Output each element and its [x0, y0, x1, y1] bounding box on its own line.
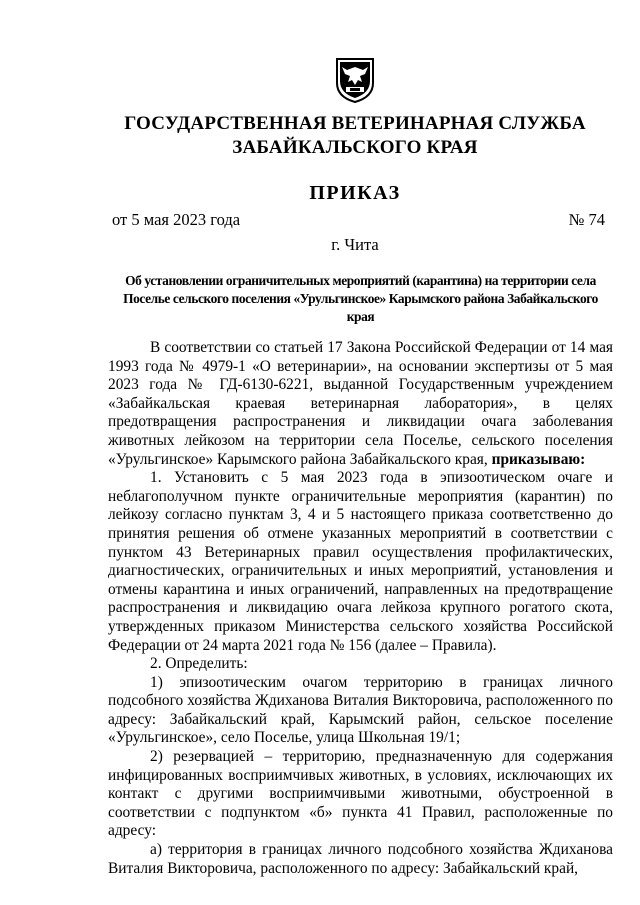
agency-name-line1: ГОСУДАРСТВЕННАЯ ВЕТЕРИНАРНАЯ СЛУЖБА [124, 113, 586, 134]
agency-name-line2: ЗАБАЙКАЛЬСКОГО КРАЯ [232, 137, 478, 158]
intro-directive: приказываю: [491, 450, 586, 468]
paragraph-2-2-a: а) территория в границах личного подсобного хозяйства Ждиханова Виталия Викторовича, расположенного по адресу: Забайкальский край, [108, 841, 613, 877]
document-type-title: ПРИКАЗ [309, 182, 401, 204]
intro-text: В соответствии со статьей 17 Закона Российской Федерации от 14 мая 1993 года № 4979-1 «О ветеринарии», на основании экспертизы от 5 мая 2023 года № ГД-6130-6221, выданной Государственным учреждением «Забайкальская краевая ветеринарная лаборатория», в целях предотвращения распространения и ликвидации очага заболевания животных лейкозом на территории села Поселье, сельского поселения «Урульгинское» Карымского района Забайкальского края, [108, 339, 613, 468]
intro-paragraph [108, 339, 613, 469]
order-body [108, 339, 613, 878]
paragraph-2: 2. Определить: [150, 655, 248, 673]
order-subject: Об установлении ограничительных мероприятий (карантина) на территории села Поселье сельского поселения «Урульгинское» Карымского района Забайкальского края [123, 273, 598, 324]
order-date: от 5 мая 2023 года [112, 210, 241, 229]
zabaikalsky-coat-of-arms-icon [334, 57, 376, 103]
paragraph-1: 1. Установить с 5 мая 2023 года в эпизоотическом очаге и неблагополучном пункте ограничительные мероприятия (карантин) по лейкозу согласно пунктам 3, 4 и 5 настоящего приказа соответственно до принятия решения об отмене указанных мероприятий в соответствии с пунктом 43 Ветеринарных правил осуществления профилактических, диагностических, ограничительных и иных мероприятий, установления и отмены карантина и иных ограничений, направленных на предотвращение распространения и ликвидацию очага лейкоза крупного рогатого скота, утвержденных приказом Министерства сельского хозяйства Российской Федерации от 24 марта 2021 года № 156 (далее – Правила). [108, 469, 613, 654]
paragraph-2-2: 2) резервацией – территорию, предназначенную для содержания инфицированных восприимчивых животных, в условиях, исключающих их контакт с другими восприимчивыми животными, обустроенной в соответствии с подпунктом «б» пункта 41 Правил, расположенные по адресу: [108, 748, 613, 840]
paragraph-2-1: 1) эпизоотическим очагом территорию в границах личного подсобного хозяйства Ждиханова Виталия Викторовича, расположенного по адресу: Забайкальский край, Карымский район, сельское поселение «Урульгинское», село Поселье, улица Школьная 19/1; [108, 673, 613, 747]
city-name: г. Чита [331, 235, 379, 254]
order-number: № 74 [568, 210, 605, 229]
